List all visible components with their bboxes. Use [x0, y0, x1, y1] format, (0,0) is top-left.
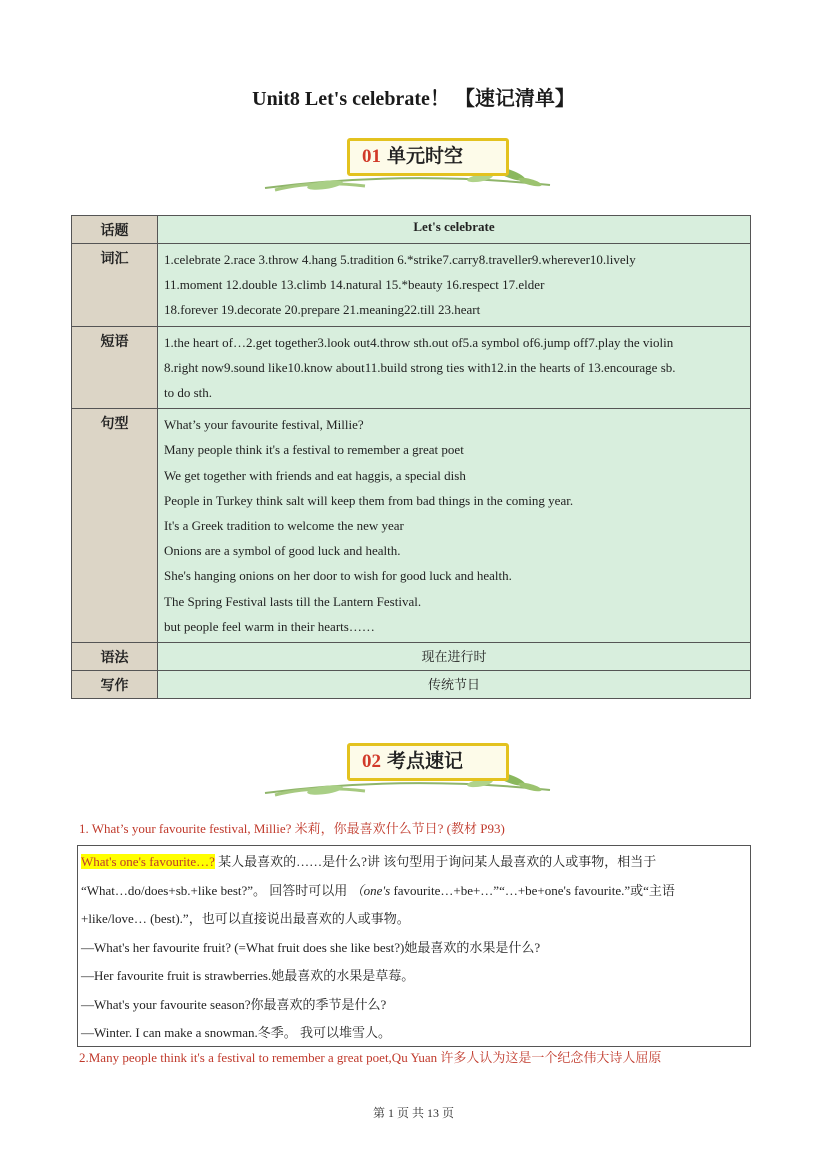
topic-value: Let's celebrate	[158, 216, 751, 244]
explanation-italic: （one's	[350, 882, 391, 898]
point-1-heading: 1. What’s your favourite festival, Millie? 米莉，你最喜欢什么节日? (教材 P93)	[79, 821, 505, 836]
badge-number: 01	[362, 146, 381, 167]
phrase-line: 8.right now9.sound like10.know about11.build strong ties with12.in the hearts of 13.encourage sb.	[164, 359, 676, 375]
grammar-value: 现在进行时	[158, 643, 751, 671]
sentence-line: She's hanging onions on her door to wish for good luck and health.	[164, 568, 512, 584]
sentence-line: The Spring Festival lasts till the Lantern Festival.	[164, 593, 422, 609]
sentence-line: but people feel warm in their hearts……	[164, 618, 375, 634]
explanation-line	[81, 848, 747, 877]
point-2-heading: 2.Many people think it's a festival to remember a great poet,Qu Yuan 许多人认为这是一个纪念伟大诗人屈原	[79, 1050, 662, 1065]
table-row	[72, 671, 751, 699]
table-row	[72, 326, 751, 409]
vocab-label: 词汇	[72, 244, 158, 327]
phrase-label: 短语	[72, 326, 158, 409]
sentence-line: People in Turkey think salt will keep them from bad things in the coming year.	[164, 492, 574, 508]
vocab-line: 1.celebrate 2.race 3.throw 4.hang 5.tradition 6.*strike7.carry8.traveller9.wherever10.lively	[164, 252, 636, 267]
vocab-cell	[158, 244, 751, 327]
section-badge-01	[255, 130, 555, 202]
explanation-line	[81, 877, 747, 906]
section-badge-02	[255, 735, 555, 807]
sentence-line: What’s your favourite festival, Millie?	[164, 417, 364, 433]
phrase-line: 1.the heart of…2.get together3.look out4.throw sth.out of5.a symbol of6.jump off7.play the violin	[164, 334, 674, 350]
writing-value: 传统节日	[158, 671, 751, 699]
badge-label: 单元时空	[387, 146, 464, 167]
sentence-label: 句型	[72, 409, 158, 643]
page-footer: 第 1 页 共 13 页	[372, 1106, 454, 1120]
badge-number: 02	[362, 751, 381, 772]
phrase-line: to do sth.	[164, 385, 213, 401]
phrase-cell	[158, 326, 751, 409]
explanation-text: “What…do/does+sb.+like best?”。 回答时可以用	[81, 882, 351, 898]
sentence-cell	[158, 409, 751, 643]
page-title: Unit8 Let's celebrate！ 【速记清单】	[252, 88, 575, 110]
sentence-line: Onions are a symbol of good luck and health.	[164, 543, 401, 559]
badge-label: 考点速记	[387, 751, 464, 772]
example-line: —What's your favourite season?你最喜欢的季节是什么?	[81, 996, 387, 1012]
table-row	[72, 216, 751, 244]
table-row	[72, 244, 751, 327]
vocab-line: 11.moment 12.double 13.climb 14.natural 15.*beauty 16.respect 17.elder	[164, 277, 545, 293]
grammar-label: 语法	[72, 643, 158, 671]
highlighted-pattern: What's one's favourite…?	[81, 854, 215, 869]
example-line: —What's her favourite fruit? (=What fruit does she like best?)她最喜欢的水果是什么?	[81, 939, 541, 955]
explanation-line: +like/love… (best).”，也可以直接说出最喜欢的人或事物。	[81, 911, 410, 926]
topic-label: 话题	[72, 216, 158, 244]
sentence-line: It's a Greek tradition to welcome the new year	[164, 518, 404, 534]
example-line: —Winter. I can make a snowman.冬季。 我可以堆雪人。	[81, 1025, 391, 1040]
explanation-text: 某人最喜欢的……是什么?讲 该句型用于询问某人最喜欢的人或事物，相当于	[214, 854, 657, 869]
writing-label: 写作	[72, 671, 158, 699]
table-row	[72, 643, 751, 671]
point-1-explanation-box	[77, 845, 751, 1047]
explanation-text: favourite…+be+…”“…+be+one's favourite.”或“主语	[390, 882, 675, 898]
sentence-line: Many people think it's a festival to remember a great poet	[164, 442, 464, 458]
example-line: —Her favourite fruit is strawberries.她最喜欢的水果是草莓。	[81, 968, 415, 983]
table-row	[72, 409, 751, 643]
vocab-line: 18.forever 19.decorate 20.prepare 21.meaning22.till 23.heart	[164, 302, 481, 318]
sentence-line: We get together with friends and eat haggis, a special dish	[164, 467, 466, 483]
unit-summary-table	[71, 215, 751, 699]
